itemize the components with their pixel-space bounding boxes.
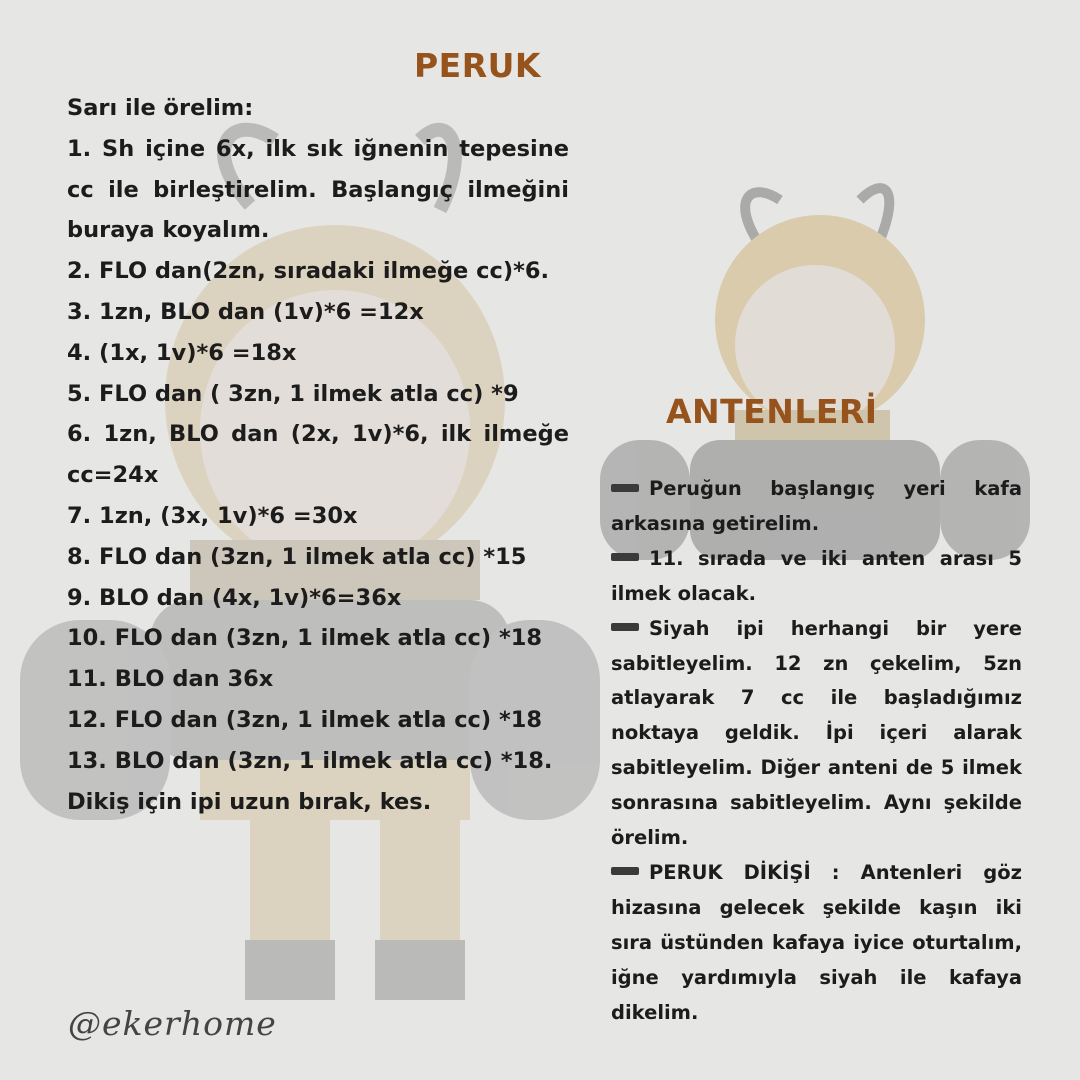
antenleri-paragraph <box>611 856 1022 1031</box>
peruk-line: Dikiş için ipi uzun bırak, kes. <box>67 788 432 815</box>
signature-watermark: @ekerhome <box>68 1004 277 1043</box>
peruk-line: 9. BLO dan (4x, 1v)*6=36x <box>67 584 402 611</box>
dash-icon <box>611 484 639 492</box>
dash-icon <box>611 867 639 875</box>
peruk-line: 4. (1x, 1v)*6 =18x <box>67 339 297 366</box>
antenleri-paragraph-text: PERUK DİKİŞİ : Antenleri göz hizasına gelecek şekilde kaşın iki sıra üstünden kafaya iyice oturtalım, iğne yardımıyla siyah ile kafaya dikelim. <box>611 860 1022 1024</box>
peruk-line: 10. FLO dan (3zn, 1 ilmek atla cc) *18 <box>67 625 543 652</box>
peruk-line: Sarı ile örelim: <box>67 95 254 121</box>
peruk-line: 6. 1zn, BLO dan (2x, 1v)*6, ilk ilmeğe cc=24x <box>67 421 569 489</box>
peruk-line: 3. 1zn, BLO dan (1v)*6 =12x <box>67 298 424 325</box>
antenleri-paragraph <box>611 472 1022 542</box>
peruk-line: 12. FLO dan (3zn, 1 ilmek atla cc) *18 <box>67 706 543 733</box>
peruk-line: 5. FLO dan ( 3zn, 1 ilmek atla cc) *9 <box>67 380 519 407</box>
peruk-line: 13. BLO dan (3zn, 1 ilmek atla cc) *18. <box>67 747 553 774</box>
antenleri-title: ANTENLERİ <box>666 392 878 431</box>
peruk-line: 2. FLO dan(2zn, sıradaki ilmeğe cc)*6. <box>67 258 550 285</box>
antenleri-paragraph-text: Siyah ipi herhangi bir yere sabitleyelim. 12 zn çekelim, 5zn atlayarak 7 cc ile başladığımız noktaya geldik. İpi içeri alarak sabitleyelim. Diğer anteni de 5 ilmek sonrasına sabitleyelim. Aynı şekilde örelim. <box>611 616 1022 850</box>
antenleri-paragraph <box>611 612 1022 856</box>
antenleri-instructions <box>611 472 1022 1031</box>
peruk-instructions <box>67 88 569 822</box>
peruk-line: 11. BLO dan 36x <box>67 666 274 693</box>
antenleri-paragraph-text: Peruğun başlangıç yeri kafa arkasına getirelim. <box>611 477 1022 535</box>
antenleri-paragraph-text: 11. sırada ve iki anten arası 5 ilmek olacak. <box>611 546 1022 605</box>
dash-icon <box>611 623 639 631</box>
peruk-title: PERUK <box>413 46 541 85</box>
antenleri-paragraph <box>611 542 1022 612</box>
peruk-line: 7. 1zn, (3x, 1v)*6 =30x <box>67 502 358 529</box>
peruk-line: 1. Sh içine 6x, ilk sık iğnenin tepesine cc ile birleştirelim. Başlangıç ilmeğini buraya koyalım. <box>67 135 569 244</box>
dash-icon <box>611 553 639 561</box>
peruk-line: 8. FLO dan (3zn, 1 ilmek atla cc) *15 <box>67 543 527 570</box>
